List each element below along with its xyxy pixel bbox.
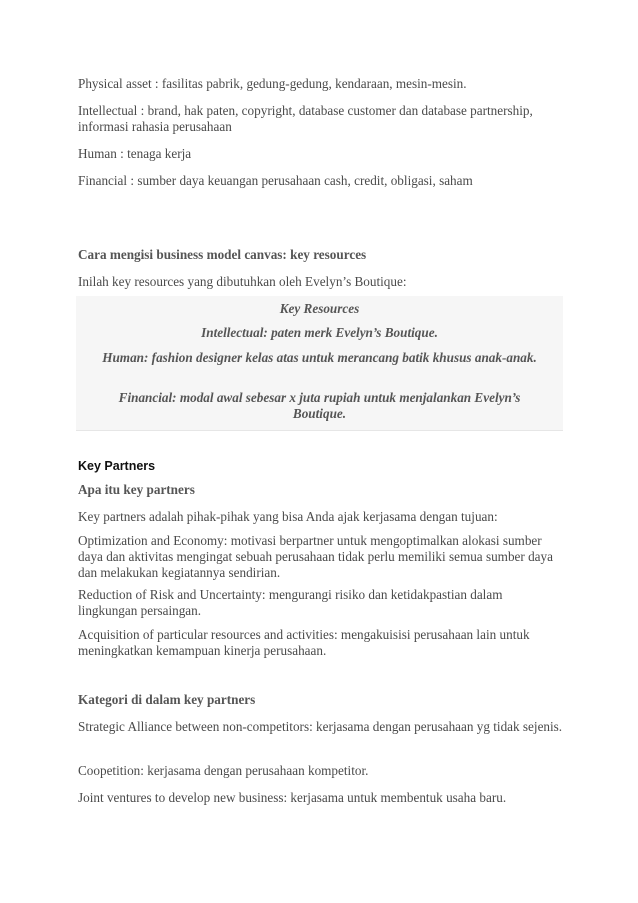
kategori-heading: Kategori di dalam key partners [78, 692, 256, 707]
optimization-text: Optimization and Economy: motivasi berpartner untuk mengoptimalkan alokasi sumber daya dan aktivitas mengingat sebuah perusahaan tidak perlu memiliki semua sumber daya dan melakukan kegiatannya sendirian. [78, 533, 553, 580]
joint-ventures-text: Joint ventures to develop new business: kerjasama untuk membentuk usaha baru. [78, 790, 507, 805]
cara-mengisi-heading: Cara mengisi business model canvas: key resources [78, 247, 367, 262]
strategic-alliance-text: Strategic Alliance between non-competitors: kerjasama dengan perusahaan yg tidak sejenis. [78, 719, 563, 734]
key-resources-financial: Financial: modal awal sebesar x juta rupiah untuk menjalankan Evelyn’s Boutique. [118, 390, 521, 421]
financial-asset-text: Financial : sumber daya keuangan perusahaan cash, credit, obligasi, saham [78, 173, 473, 188]
key-partners-title: Key Partners [78, 459, 156, 473]
coopetition-text: Coopetition: kerjasama dengan perusahaan kompetitor. [78, 763, 369, 778]
intellectual-asset-text: Intellectual : brand, hak paten, copyright, database customer dan database partnership, informasi rahasia perusahaan [78, 103, 533, 134]
apa-itu-key-partners-heading: Apa itu key partners [78, 482, 195, 497]
physical-asset-text: Physical asset : fasilitas pabrik, gedung-gedung, kendaraan, mesin-mesin. [78, 76, 467, 91]
key-resources-intellectual: Intellectual: paten merk Evelyn’s Boutique. [201, 325, 438, 340]
human-asset-text: Human : tenaga kerja [78, 146, 192, 161]
key-partners-definition: Key partners adalah pihak-pihak yang bisa Anda ajak kerjasama dengan tujuan: [78, 509, 498, 524]
reduction-text: Reduction of Risk and Uncertainty: mengurangi risiko dan ketidakpastian dalam lingkungan persaingan. [78, 587, 503, 618]
key-resources-box [76, 296, 563, 431]
acquisition-text: Acquisition of particular resources and activities: mengakuisisi perusahaan lain untuk meningkatkan kemampuan kinerja perusahaan. [78, 627, 530, 658]
key-resources-human: Human: fashion designer kelas atas untuk merancang batik khusus anak-anak. [102, 350, 537, 365]
key-resources-title: Key Resources [279, 301, 360, 316]
key-resources-intro: Inilah key resources yang dibutuhkan oleh Evelyn’s Boutique: [78, 274, 407, 289]
